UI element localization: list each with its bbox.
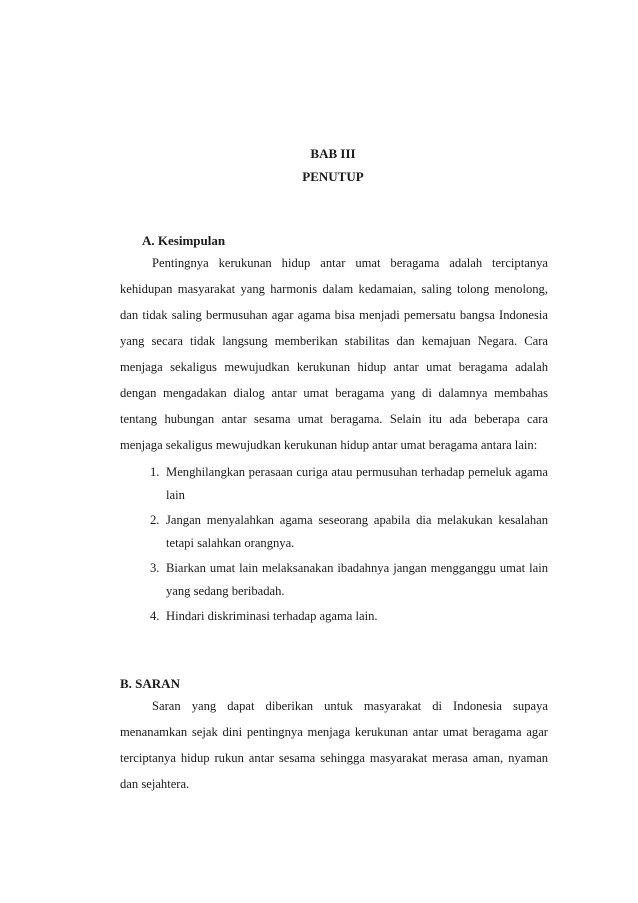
- list-item-number: 2.: [150, 513, 160, 527]
- list-item-text: Jangan menyalahkan agama seseorang apabila dia melakukan kesalahan tetapi salahkan orangnya.: [166, 513, 548, 550]
- list-item-number: 3.: [150, 561, 160, 575]
- section-heading-conclusion: A. Kesimpulan: [142, 233, 226, 248]
- conclusion-list: [150, 461, 548, 628]
- list-item-number: 1.: [150, 465, 160, 479]
- section-heading-suggestion: B. SARAN: [120, 676, 180, 691]
- list-item-text: Biarkan umat lain melaksanakan ibadahnya jangan mengganggu umat lain yang sedang beribadah.: [166, 561, 548, 598]
- list-item: [150, 557, 548, 603]
- list-item: [150, 461, 548, 507]
- list-item-text: Menghilangkan perasaan curiga atau permusuhan terhadap pemeluk agama lain: [166, 465, 548, 502]
- chapter-number: BAB III: [310, 146, 356, 161]
- conclusion-paragraph: Pentingnya kerukunan hidup antar umat beragama adalah terciptanya kehidupan masyarakat yang harmonis dalam kedamaian, saling tolong menolong, dan tidak saling bermusuhan agar agama bisa menjadi pemersatu bangsa Indonesia yang secara tidak langsung memberikan stabilitas dan kemajuan Negara. Cara menjaga sekaligus mewujudkan kerukunan hidup antar umat beragama adalah dengan mengadakan dialog antar umat beragama yang di dalamnya membahas tentang hubungan antar sesama umat beragama. Selain itu ada beberapa cara menjaga sekaligus mewujudkan kerukunan hidup antar umat beragama antara lain:: [120, 256, 548, 452]
- suggestion-paragraph: Saran yang dapat diberikan untuk masyarakat di Indonesia supaya menanamkan sejak dini pentingnya menjaga kerukunan antar umat beragama agar terciptanya hidup rukun antar sesama sehingga masyarakat merasa aman, nyaman dan sejahtera.: [120, 699, 548, 791]
- list-item-number: 4.: [150, 609, 160, 623]
- list-item: [150, 509, 548, 555]
- list-item: [150, 605, 548, 628]
- chapter-title: PENUTUP: [302, 169, 364, 184]
- list-item-text: Hindari diskriminasi terhadap agama lain.: [166, 609, 378, 623]
